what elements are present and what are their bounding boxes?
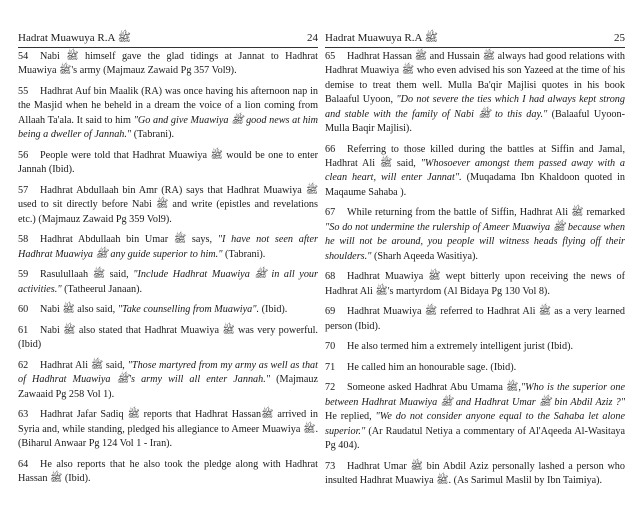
right-page-header xyxy=(325,31,625,48)
paragraph-text: Nabi ﷺ also stated that Hadhrat Muawiya ﷺ was very powerful. (Ibid) xyxy=(18,324,318,351)
paragraph-number: 69 xyxy=(325,306,336,318)
quotation-text: "Do not severe the ties which I had always kept strong and stable with the family of Nabi ﷺ to this day." xyxy=(325,94,625,120)
quotation-text: "We do not consider anyone equal to the Sahaba let alone superior." xyxy=(325,411,625,437)
paragraph xyxy=(325,460,625,489)
left-page-body xyxy=(18,50,318,493)
quotation-text: "Take counselling from Muawiya". xyxy=(117,304,260,316)
paragraph-text: (Balaaful Uyoon-Mulla Baqir Majlisi). xyxy=(325,108,625,135)
paragraph-text: Hadhrat Abdullaah bin Amr (RA) says that Hadhrat Muawiya ﷺ used to sit directly before Nabi ﷺ and write (epistles and revelations etc.) (Majmauz Zawaid Pg 359 Vol9). xyxy=(18,184,318,225)
paragraph xyxy=(18,184,318,227)
paragraph-text: People were told that Hadhrat Muawiya ﷺ would be one to enter Jannah (Ibid). xyxy=(18,149,318,176)
paragraph-number: 61 xyxy=(18,324,29,336)
paragraph-number: 59 xyxy=(18,269,29,281)
paragraph-text: Hadhrat Ali ﷺ said, xyxy=(40,359,128,371)
right-page-number: 25 xyxy=(614,32,625,44)
right-page xyxy=(325,0,625,515)
paragraph-text: (Ibid). xyxy=(259,304,288,316)
paragraph-number: 72 xyxy=(325,382,336,394)
paragraph xyxy=(18,458,318,487)
paragraph-number: 66 xyxy=(325,143,336,155)
paragraph xyxy=(325,143,625,201)
paragraph-text: Hadhrat Jafar Sadiq ﷺ reports that Hadhrat Hassanﷺ arrived in Syria and, while standing, pledged his allegiance to Ameer Muawiya ﷺ. (Biharul Anwaar Pg 124 Vol 1 - Iran). xyxy=(18,409,318,450)
paragraph-text: He called him an honourable sage. (Ibid). xyxy=(347,361,517,373)
paragraph-number: 56 xyxy=(18,149,29,161)
paragraph-text: (Ar Raudatul Netiya a commentary of Al'Aqeeda Al-Wasitaya Pg 404). xyxy=(325,425,625,452)
paragraph-text: (Tabrani). xyxy=(131,129,175,141)
paragraph xyxy=(325,206,625,264)
paragraph-text: Hadhrat Hassan ﷺ and Hussain ﷺ always had good relations with Hadhrat Muawiya ﷺ who even advised his son Yazeed at the time of his demise to treat them well. Mulla Ba'qir Majlisi quotes in his book Balaaful Uyoon, xyxy=(325,51,625,106)
paragraph-number: 70 xyxy=(325,341,336,353)
paragraph-text: Someone asked Hadhrat Abu Umama ﷺ, xyxy=(347,382,521,394)
paragraph xyxy=(325,305,625,334)
paragraph xyxy=(18,268,318,297)
paragraph-number: 68 xyxy=(325,271,336,283)
left-page-number: 24 xyxy=(307,32,318,44)
paragraph-text: (Majmauz Zawaaid Pg 258 Vol 1). xyxy=(18,374,318,400)
paragraph xyxy=(325,50,625,136)
paragraph-number: 73 xyxy=(325,460,336,472)
left-page-header xyxy=(18,31,318,48)
paragraph-number: 62 xyxy=(18,359,29,371)
quotation-text: "Go and give Muawiya ﷺ good news at him being a dweller of Jannah." xyxy=(18,114,318,141)
paragraph-number: 58 xyxy=(18,234,29,246)
paragraph xyxy=(18,85,318,143)
paragraph xyxy=(18,359,318,402)
quotation-text: "Those martyred from my army as well as that of Hadhrat Muawiya ﷺ's army will all enter Jannah." xyxy=(18,359,318,386)
quotation-text: "So do not undermine the rulership of Ameer Muawiya ﷺ because when he will not be around, you people will witness heads flying off their shoulders." xyxy=(325,221,625,262)
paragraph xyxy=(18,303,318,317)
quotation-text: "I have not seen after Hadhrat Muawiya ﷺ any guide superior to him." xyxy=(18,234,318,260)
paragraph-number: 63 xyxy=(18,409,29,421)
quotation-text: "Include Hadhrat Muawiya ﷺ in all your activities." xyxy=(18,269,318,295)
paragraph-number: 54 xyxy=(18,51,29,62)
paragraph-text: Hadhrat Muawiya ﷺ referred to Hadhrat Ali ﷺ as a very learned person (Ibid). xyxy=(325,306,626,332)
paragraph-text: Nabi ﷺ himself gave the glad tidings at Jannat to Hadhrat Muawiya ﷺ's army (Majmauz Zawaid Pg 357 Vol9). xyxy=(18,51,318,77)
paragraph-text: (Tatheerul Janaan). xyxy=(61,283,143,295)
paragraph-text: (Muqadama Ibn Khaldoon quoted in Maqaume Sahaba ). xyxy=(325,172,625,198)
quotation-text: "Whosoever amongst them passed away with a clean heart, will enter Jannat". xyxy=(325,158,625,184)
paragraph xyxy=(18,324,318,353)
paragraph-text: (Tabrani). xyxy=(222,248,266,260)
paragraph-number: 71 xyxy=(325,361,336,373)
paragraph-text: He replied, xyxy=(325,411,376,423)
paragraph-number: 60 xyxy=(18,304,29,316)
paragraph-text: He also reports that he also took the pledge along with Hadhrat Hassan ﷺ (Ibid). xyxy=(18,458,318,485)
paragraph xyxy=(18,149,318,178)
paragraph xyxy=(325,270,625,299)
paragraph-text: While returning from the battle of Siffin, Hadhrat Ali ﷺ remarked xyxy=(347,207,625,219)
paragraph-text: Hadhrat Abdullaah bin Umar ﷺ says, xyxy=(40,234,218,246)
paragraph-number: 57 xyxy=(18,184,29,196)
paragraph-text: Hadhrat Auf bin Maalik (RA) was once having his afternoon nap in the Masjid when he beheld in a dream the voice of a lion coming from Allaah Ta'ala. It said to him xyxy=(18,86,318,126)
paragraph xyxy=(325,381,625,453)
paragraph-text: Rasulullaah ﷺ said, xyxy=(40,269,134,281)
paragraph xyxy=(18,408,318,451)
paragraph xyxy=(18,50,318,79)
paragraph-number: 55 xyxy=(18,86,29,97)
paragraph-number: 65 xyxy=(325,51,336,62)
left-header-title: Hadrat Muawuya R.A ﷺ xyxy=(18,32,131,44)
left-page xyxy=(18,0,318,515)
paragraph-text: Nabi ﷺ also said, xyxy=(40,304,118,316)
paragraph xyxy=(325,340,625,354)
paragraph-text: Hadhrat Umar ﷺ bin Abdil Aziz personally lashed a person who insulted Hadhrat Muawiya ﷺ. (As Sarimul Maslil by Ibn Taimiya). xyxy=(325,460,625,487)
paragraph-text: Hadhrat Muawiya ﷺ wept bitterly upon receiving the news of Hadhrat Ali ﷺ's martyrdom (Al Bidaya Pg 130 Vol 8). xyxy=(325,271,625,297)
quotation-text: "Who is the superior one between Hadhrat Muawiya ﷺ and Hadhrat Umar ﷺ bin Abdil Aziz ?" xyxy=(325,382,625,408)
paragraph-text: Referring to those killed during the battles at Siffin and Jamal, Hadhrat Ali ﷺ said, xyxy=(325,143,625,170)
paragraph-text: (Sharh Aqeeda Wasitiya). xyxy=(371,250,478,262)
right-page-body xyxy=(325,50,625,495)
paragraph-number: 67 xyxy=(325,207,336,219)
paragraph-number: 64 xyxy=(18,458,29,470)
right-header-title: Hadrat Muawuya R.A ﷺ xyxy=(325,32,438,44)
paragraph xyxy=(18,233,318,262)
paragraph xyxy=(325,361,625,375)
paragraph-text: He also termed him a extremely intelligent jurist (Ibid). xyxy=(347,341,574,353)
